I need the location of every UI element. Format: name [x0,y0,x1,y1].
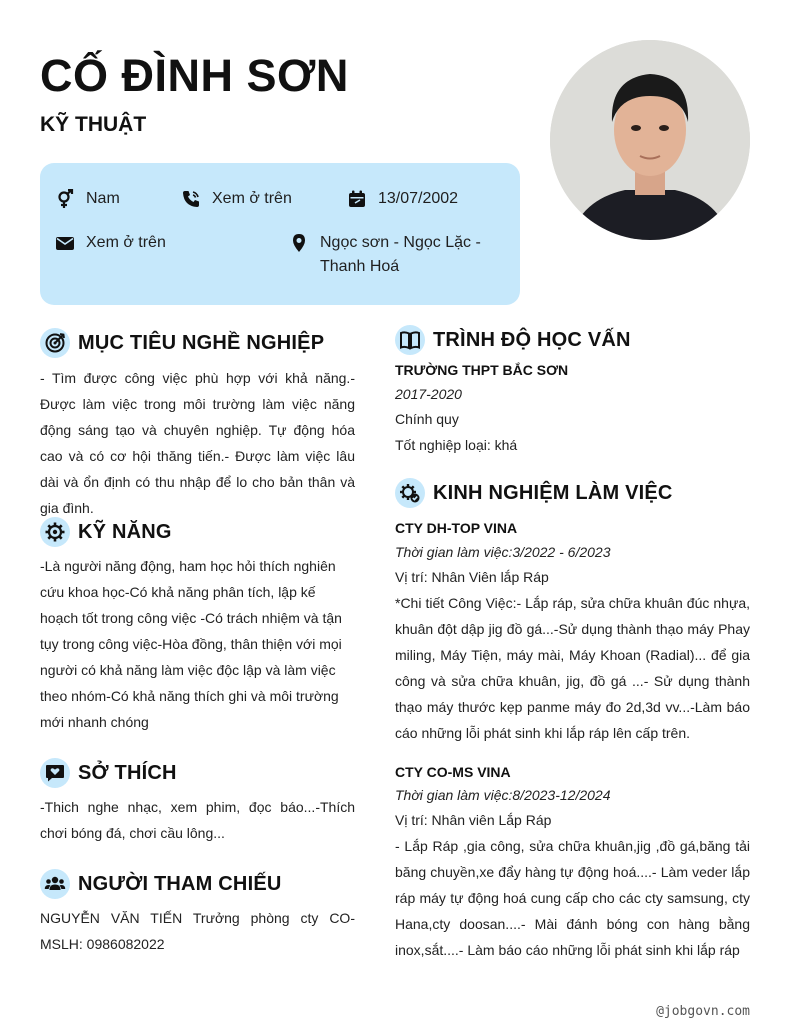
location-pin-icon [288,232,310,254]
skills-text: -Là người năng động, ham học hỏi thích nghiên cứu khoa học-Có khả năng phân tích, lập kế hoạch tốt trong công việc -Có trách nhiệm và tận tụy trong công việc-Hòa đồng, thân thiện với mọi người có khả năng làm việc độc lập và làm việc theo nhóm-Có khả năng thích ghi và môi trường mới nhanh chóng [40,558,342,730]
experience-heading [395,478,673,508]
job-1-position: Vị trí: Nhân Viên lắp Ráp [395,569,549,585]
email-item [54,231,166,255]
education-title: TRÌNH ĐỘ HỌC VẤN [433,328,631,351]
gender-item [54,187,120,211]
job-1-details: *Chi tiết Công Việc:- Lắp ráp, sửa chữa khuân đúc nhựa, khuân đột dập jig đồ gá...-Sử dụng thành thạo máy Phay miling, Máy Tiện, máy mài, Máy Khoan (Radial)... để gia công và sửa chữa khuân, jig, đồ gá ...- Sử dụng thành thạo máy thước kẹp panme máy đo 2d,3d vv...-Làm báo cáo những lỗi phát sinh khi lắp ráp lên cấp trên. [395,595,750,741]
phone-icon [180,188,202,210]
personal-info-panel [40,163,520,305]
birthday-value: 13/07/2002 [378,190,459,207]
book-icon [395,325,425,355]
school-period: 2017-2020 [395,386,462,402]
address-item [288,231,488,279]
objective-text: - Tìm được công việc phù hợp với khả năng.- Được làm việc trong môi trường làm việc năng động sáng tạo và chuyên nghiệp. Tự động hóa cao và có cơ hội thăng tiến.- Được làm việc lâu dài và ổn định có thu nhập để lo cho bản thân và gia đình. [40,370,355,516]
phone-item [180,187,292,211]
skills-title: KỸ NĂNG [78,520,172,543]
heart-message-icon [40,758,70,788]
target-icon [40,328,70,358]
gear-settings-icon [395,478,425,508]
avatar [550,40,750,240]
envelope-icon [54,232,76,254]
objective-title: MỤC TIÊU NGHỀ NGHIỆP [78,331,325,354]
candidate-name: CỐ ĐÌNH SƠN [40,50,349,101]
gear-icon [40,517,70,547]
gender-icon [54,188,76,210]
skills-heading [40,517,172,547]
calendar-icon [346,188,368,210]
address-value: Ngọc sơn - Ngọc Lặc - Thanh Hoá [320,234,481,275]
phone-value: Xem ở trên [212,190,292,207]
birthday-item [346,187,458,211]
job-title: KỸ THUẬT [40,113,147,136]
job-1-period: Thời gian làm việc:3/2022 - 6/2023 [395,544,611,560]
hobbies-text: -Thich nghe nhạc, xem phim, đọc báo...-Thích chơi bóng đá, chơi cầu lông... [40,799,355,841]
school-name: TRƯỜNG THPT BẮC SƠN [395,362,569,378]
hobbies-title: SỞ THÍCH [78,761,177,784]
education-heading [395,325,631,355]
experience-title: KINH NGHIỆM LÀM VIỆC [433,481,673,504]
watermark: @jobgovn.com [656,1004,750,1019]
users-group-icon [40,869,70,899]
school-result: Tốt nghiệp loại: khá [395,437,518,453]
references-text: NGUYỄN VĂN TIẾN Trưởng phòng cty CO-MSLH: 0986082022 [40,910,355,952]
job-2-company: CTY CO-MS VINA [395,764,511,780]
job-2-period: Thời gian làm việc:8/2023-12/2024 [395,787,611,803]
hobbies-heading [40,758,177,788]
references-title: NGƯỜI THAM CHIẾU [78,872,282,895]
school-major: Chính quy [395,411,459,427]
job-2-position: Vị trí: Nhân viên Lắp Ráp [395,812,552,828]
objective-heading [40,328,324,358]
job-1-company: CTY DH-TOP VINA [395,520,518,536]
gender-value: Nam [86,190,120,207]
job-2-details: - Lắp Ráp ,gia công, sửa chữa khuân,jig ,đồ gá,băng tải băng chuyền,xe đẩy hàng tự động hoá....- Làm veder lắp ráp máy tự động hoá cung cấp cho các cty samsung, cty Hana,cty doosan....- Mài đánh bóng con hàng bằng inox,sắt....- Làm báo cáo những lỗi phát sinh khi lắp ráp [395,838,750,958]
email-value: Xem ở trên [86,234,166,251]
references-heading [40,869,282,899]
portrait-photo [550,40,750,240]
